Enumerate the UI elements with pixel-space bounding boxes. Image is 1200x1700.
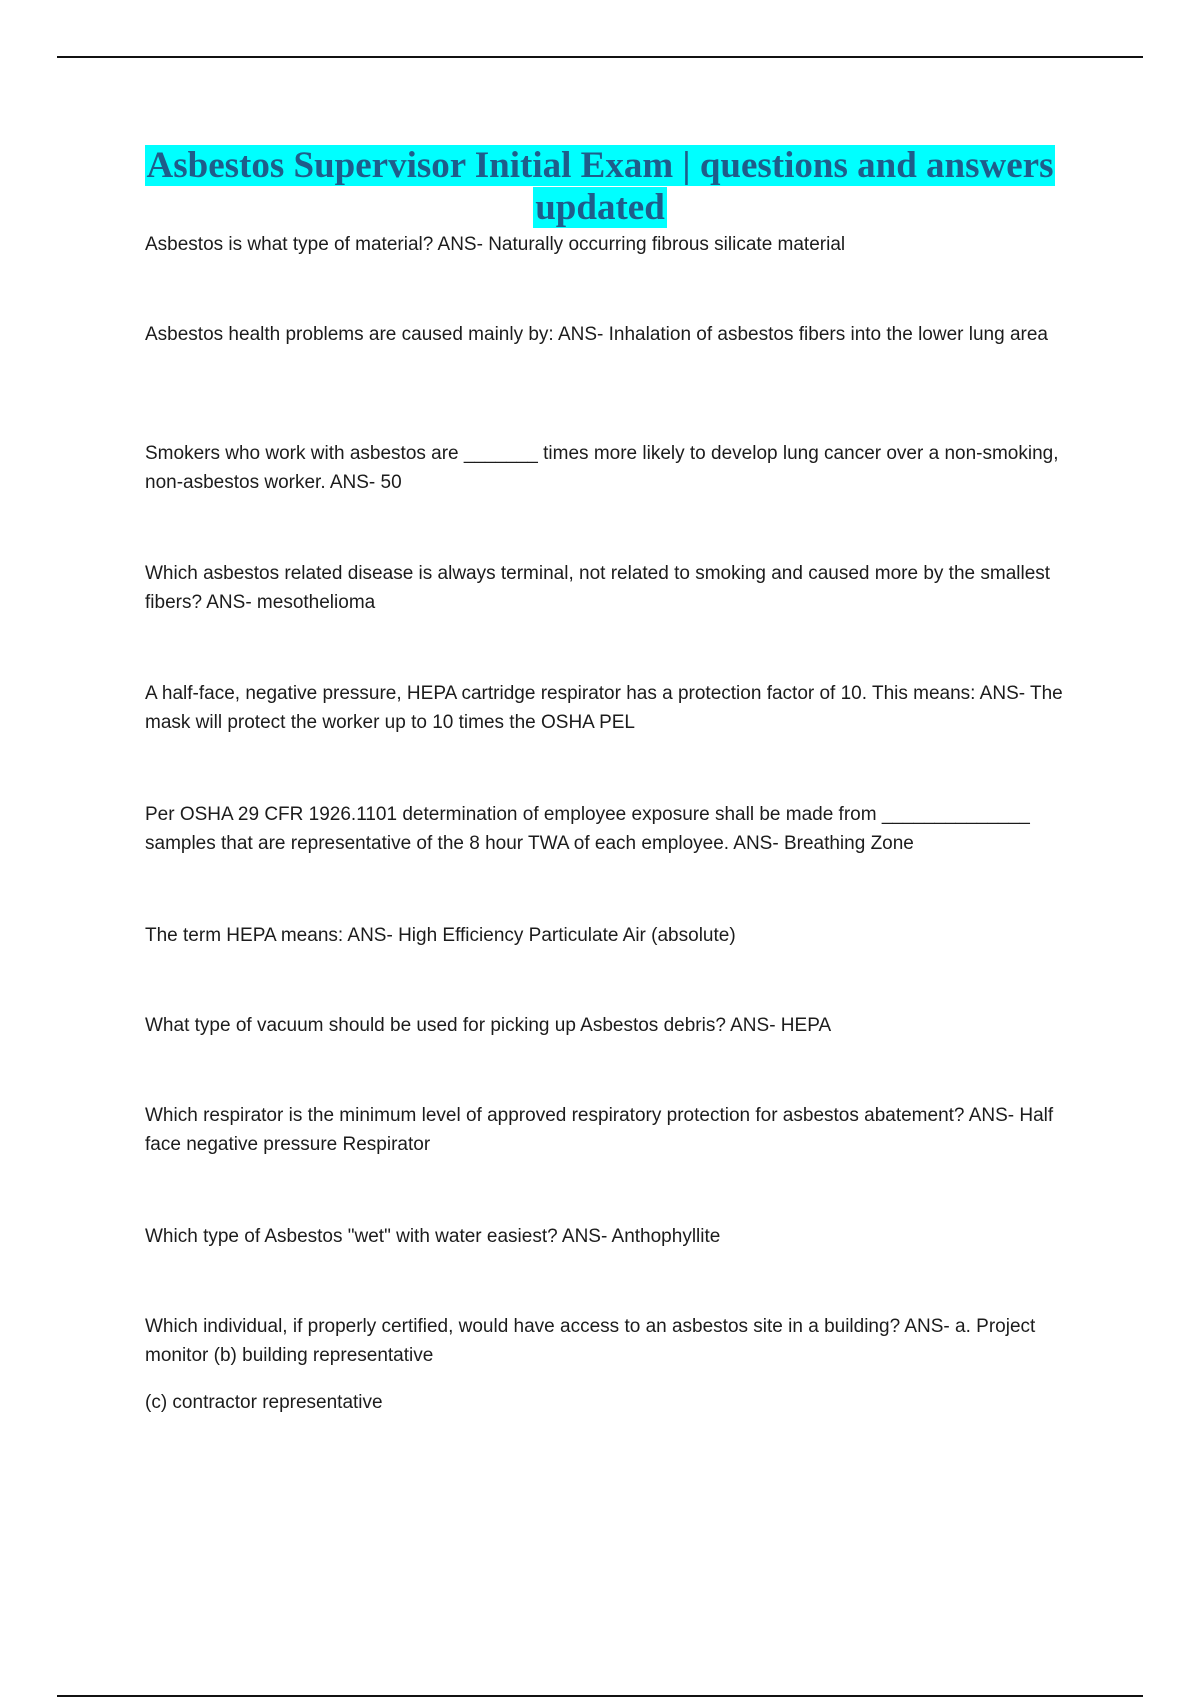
document-title (100, 145, 1100, 229)
qa-item-11: Which individual, if properly certified, would have access to an asbestos site in a building? ANS- a. Project monitor (b) building representative (145, 1316, 1036, 1366)
qa-item-9: Which respirator is the minimum level of approved respiratory protection for asbestos abatement? ANS- Half face negative pressure Respirator (145, 1105, 1054, 1155)
top-rule (57, 56, 1143, 58)
qa-item-7: The term HEPA means: ANS- High Efficiency Particulate Air (absolute) (145, 925, 736, 946)
qa-item-6: Per OSHA 29 CFR 1926.1101 determination of employee exposure shall be made from ______________ samples that are representative of the 8 hour TWA of each employee. ANS- Breathing Zone (145, 804, 1030, 854)
document-title-text: Asbestos Supervisor Initial Exam | questions and answers updated (146, 145, 1054, 228)
qa-item-10: Which type of Asbestos "wet" with water easiest? ANS- Anthophyllite (145, 1226, 721, 1247)
qa-item-8: What type of vacuum should be used for picking up Asbestos debris? ANS- HEPA (145, 1015, 832, 1036)
qa-item-4: Which asbestos related disease is always terminal, not related to smoking and caused more by the smallest fibers? ANS- mesothelioma (145, 563, 1051, 613)
qa-item-1: Asbestos is what type of material? ANS- Naturally occurring fibrous silicate material (145, 234, 846, 255)
bottom-rule (57, 1695, 1143, 1697)
qa-item-5: A half-face, negative pressure, HEPA cartridge respirator has a protection factor of 10. This means: ANS- The mask will protect the worker up to 10 times the OSHA PEL (145, 683, 1063, 733)
qa-item-2: Asbestos health problems are caused mainly by: ANS- Inhalation of asbestos fibers into the lower lung area (145, 324, 1049, 345)
qa-item-11-continued: (c) contractor representative (145, 1392, 383, 1413)
qa-item-3: Smokers who work with asbestos are _______ times more likely to develop lung cancer over a non-smoking, non-asbestos worker. ANS- 50 (145, 443, 1059, 493)
